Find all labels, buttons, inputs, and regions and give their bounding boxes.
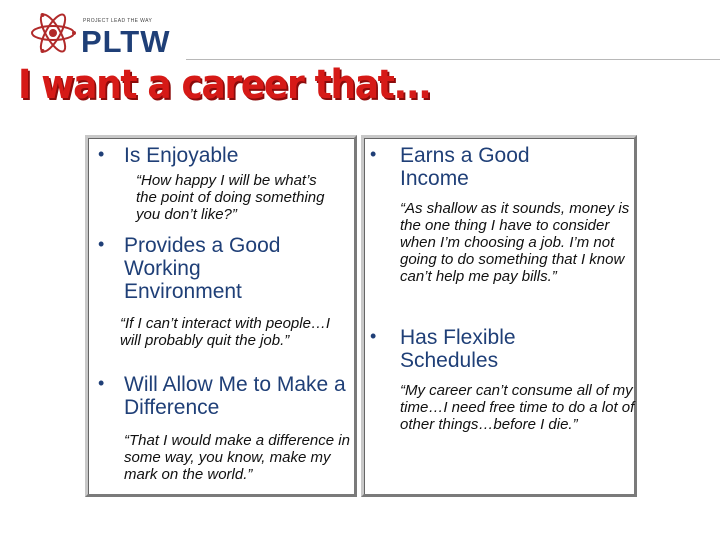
item-title: Has Flexible Schedules (400, 326, 516, 372)
list-item-difference (98, 373, 353, 483)
bullet-icon: • (370, 144, 377, 164)
item-quote: “If I can’t interact with people…I will probably quit the job.” (120, 315, 331, 349)
item-title: Will Allow Me to Make a Difference (124, 373, 346, 419)
bullet-icon: • (98, 144, 105, 164)
logo-tagline: PROJECT LEAD THE WAY (83, 18, 153, 24)
item-title: Is Enjoyable (124, 144, 239, 167)
header-divider (186, 59, 720, 60)
atom-icon (28, 8, 78, 58)
page-title: I want a career that... (18, 62, 431, 108)
pltw-logo (28, 8, 178, 58)
item-title: Provides a Good Working Environment (124, 234, 281, 303)
bullet-icon: • (370, 326, 377, 346)
left-panel (85, 135, 357, 497)
list-item-flexible (370, 326, 635, 433)
list-item-enjoyable (98, 144, 353, 223)
item-quote: “That I would make a difference in some way, you know, make my mark on the world.” (124, 432, 350, 483)
list-item-income (370, 144, 632, 285)
right-panel (361, 135, 637, 497)
bullet-icon: • (98, 373, 105, 393)
bullet-icon: • (98, 234, 105, 254)
item-quote: “My career can’t consume all of my time…I need free time to do a lot of other things…before I die.” (400, 382, 635, 433)
list-item-environment (98, 234, 353, 349)
item-quote: “How happy I will be what’s the point of doing something you don’t like?” (136, 172, 325, 223)
logo-wordmark: PLTW (81, 24, 171, 59)
item-title: Earns a Good Income (400, 144, 530, 190)
item-quote: “As shallow as it sounds, money is the one thing I have to consider when I’m choosing a job. I’m not going to do something that I know can’t help me pay bills.” (400, 200, 630, 285)
